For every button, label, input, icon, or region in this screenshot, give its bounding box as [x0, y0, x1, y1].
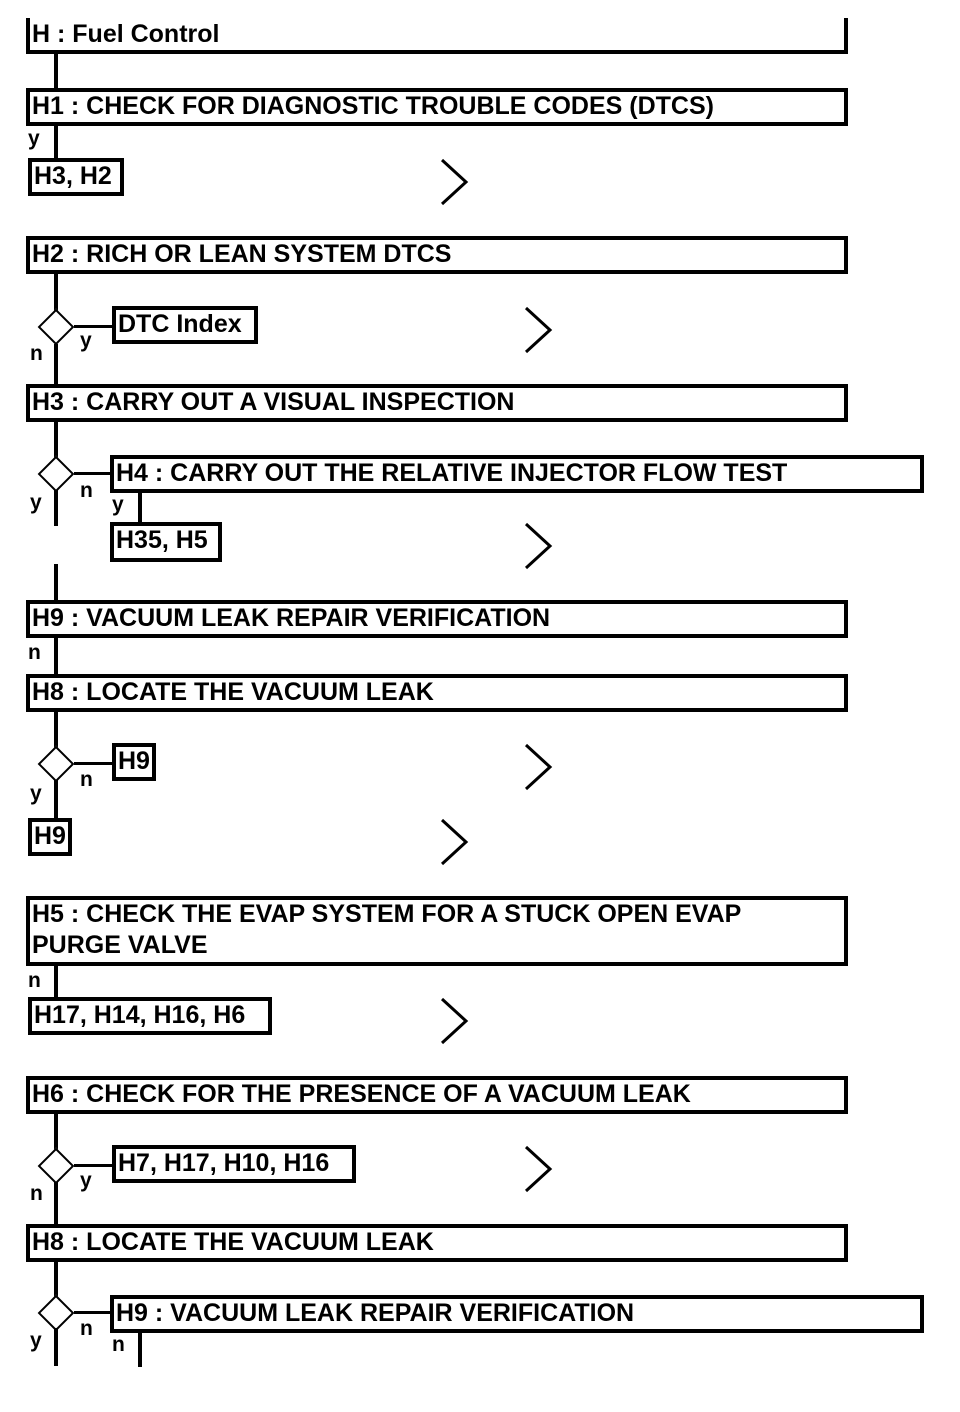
connector-line [54, 1182, 58, 1224]
page-title: H : Fuel Control [26, 18, 848, 54]
goto-h7-h17-h10-h16-button[interactable]: H7, H17, H10, H16 [112, 1145, 356, 1183]
branch-label-yes: y [28, 127, 40, 150]
branch-label-no: n [30, 1182, 43, 1205]
decision-diamond-icon [38, 746, 75, 783]
branch-label-no: n [30, 342, 43, 365]
chevron-right-icon[interactable] [438, 818, 470, 866]
chevron-right-icon[interactable] [438, 997, 470, 1045]
branch-label-yes: y [30, 782, 42, 805]
branch-label-yes: y [30, 1329, 42, 1352]
connector-line [54, 966, 58, 1000]
branch-label-yes: y [80, 329, 92, 352]
chevron-right-icon[interactable] [522, 1145, 554, 1193]
connector-line [54, 422, 58, 460]
connector-line [54, 780, 58, 820]
branch-label-no: n [28, 641, 41, 664]
decision-diamond-icon [38, 1295, 75, 1332]
connector-line [74, 325, 114, 328]
connector-line [138, 1333, 142, 1367]
step-h3-header: H3 : CARRY OUT A VISUAL INSPECTION [26, 384, 848, 422]
branch-label-no: n [80, 768, 93, 791]
chevron-right-icon[interactable] [522, 522, 554, 570]
goto-dtc-index-button[interactable]: DTC Index [112, 306, 258, 344]
branch-label-no: n [80, 1317, 93, 1340]
connector-line [54, 712, 58, 750]
connector-line [74, 762, 114, 765]
branch-label-yes: y [112, 493, 124, 516]
branch-label-yes: y [80, 1169, 92, 1192]
decision-diamond-icon [38, 309, 75, 346]
branch-label-no: n [80, 479, 93, 502]
connector-line [54, 54, 58, 90]
connector-line [74, 472, 114, 475]
step-h5-header [26, 896, 848, 966]
chevron-right-icon[interactable] [438, 158, 470, 206]
chevron-right-icon[interactable] [522, 743, 554, 791]
connector-line [74, 1164, 114, 1167]
step-h6-header: H6 : CHECK FOR THE PRESENCE OF A VACUUM LEAK [26, 1076, 848, 1114]
connector-line [54, 126, 58, 160]
goto-h9-button[interactable]: H9 [112, 743, 156, 781]
connector-line [138, 493, 142, 525]
connector-line [54, 1328, 58, 1366]
connector-line [54, 638, 58, 674]
goto-h9-button[interactable]: H9 [28, 818, 72, 856]
goto-h3-h2-button[interactable]: H3, H2 [28, 158, 124, 196]
connector-line [54, 564, 58, 602]
connector-line [54, 490, 58, 526]
branch-label-no: n [28, 969, 41, 992]
step-h9-header: H9 : VACUUM LEAK REPAIR VERIFICATION [110, 1295, 924, 1333]
branch-label-no: n [112, 1333, 125, 1356]
step-h8-header: H8 : LOCATE THE VACUUM LEAK [26, 674, 848, 712]
goto-h35-h5-button[interactable]: H35, H5 [110, 522, 222, 562]
step-h2-header: H2 : RICH OR LEAN SYSTEM DTCS [26, 236, 848, 274]
step-h9-header: H9 : VACUUM LEAK REPAIR VERIFICATION [26, 600, 848, 638]
step-h4-header: H4 : CARRY OUT THE RELATIVE INJECTOR FLOW TEST [110, 455, 924, 493]
decision-diamond-icon [38, 1148, 75, 1185]
step-h1-header: H1 : CHECK FOR DIAGNOSTIC TROUBLE CODES (DTCS) [26, 88, 848, 126]
branch-label-yes: y [30, 491, 42, 514]
goto-h17-h14-h16-h6-button[interactable]: H17, H14, H16, H6 [28, 997, 272, 1035]
decision-diamond-icon [38, 456, 75, 493]
step-h5-title-line1: H5 : CHECK THE EVAP SYSTEM FOR A STUCK OPEN EVAP [32, 900, 742, 928]
step-h5-title-line2: PURGE VALVE [32, 931, 208, 959]
connector-line [74, 1311, 114, 1314]
step-h8-header: H8 : LOCATE THE VACUUM LEAK [26, 1224, 848, 1262]
chevron-right-icon[interactable] [522, 306, 554, 354]
connector-line [54, 344, 58, 386]
